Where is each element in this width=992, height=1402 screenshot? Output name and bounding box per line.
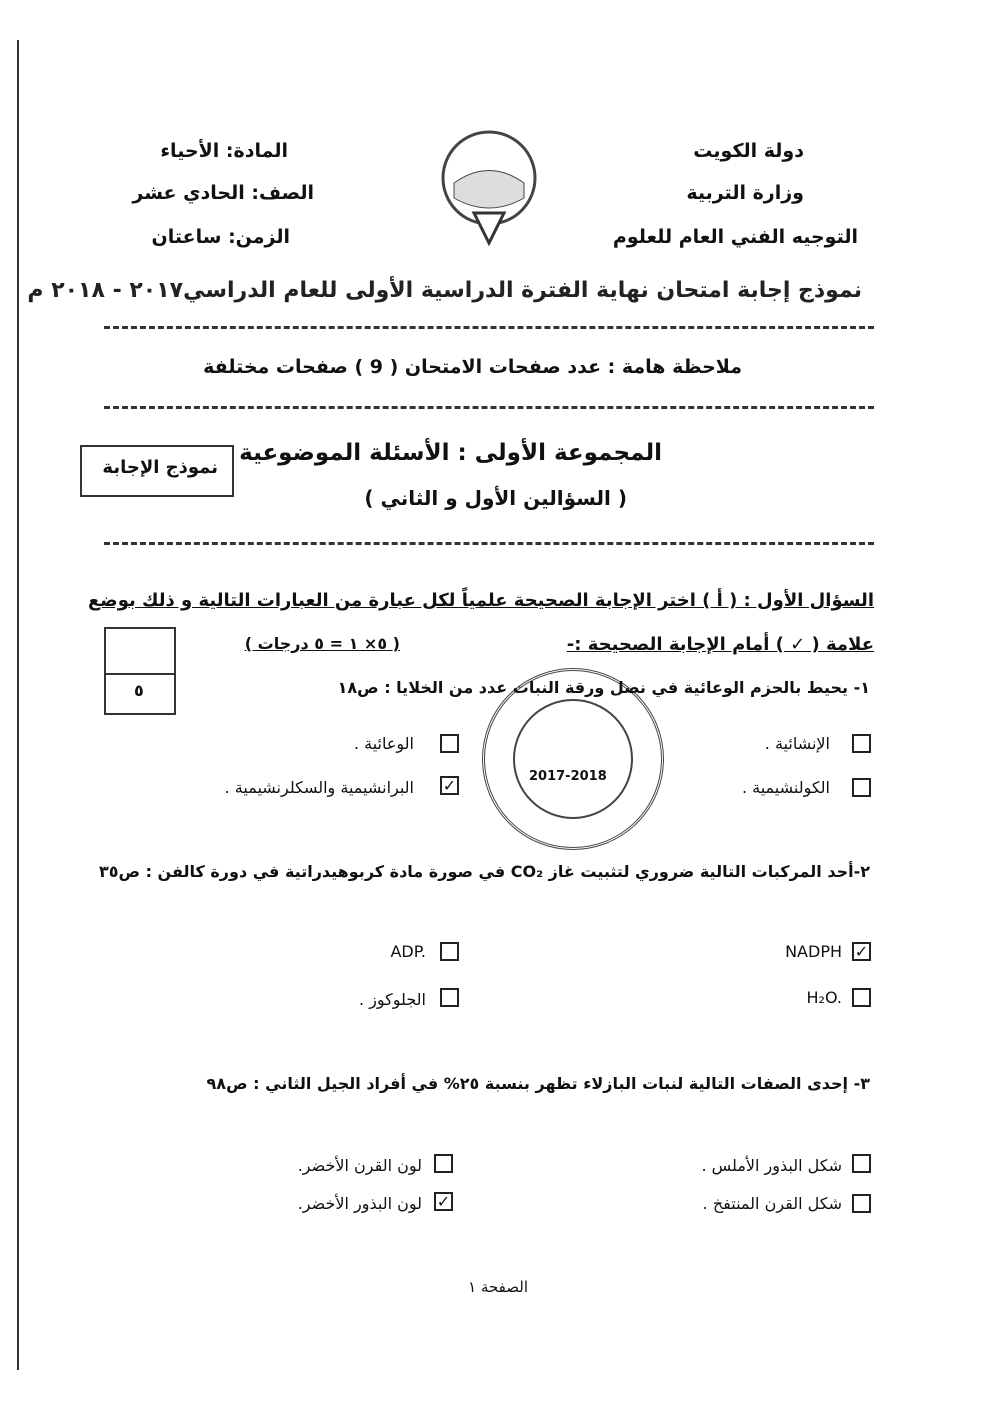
page-number: الصفحة ١ bbox=[468, 1278, 528, 1296]
option-checkbox[interactable] bbox=[440, 988, 459, 1007]
question-1: ١- يحيط بالحزم الوعائية في نصل ورقة النبات عدد من الخلايا : ص١٨ bbox=[337, 678, 870, 697]
q1-marks: ( ٥× ١ = ٥ درجات ) bbox=[244, 634, 400, 653]
q1-instruction: السؤال الأول : ( أ ) اختر الإجابة الصحيحة علمياً لكل عبارة من العبارات التالية و ذلك بوضع bbox=[88, 590, 874, 611]
option-checkbox[interactable] bbox=[852, 1154, 871, 1173]
option-label: شكل البذور الأملس . bbox=[701, 1156, 842, 1175]
question-3: ٣- إحدى الصفات التالية لنبات البازلاء تظهر بنسبة ٢٥% في أفراد الجيل الثاني : ص٩٨ bbox=[206, 1074, 870, 1093]
option-label: شكل القرن المنتفخ . bbox=[702, 1194, 842, 1213]
score-box bbox=[104, 627, 176, 715]
answer-key-label: نموذج الإجابة bbox=[102, 457, 218, 478]
option-checkbox[interactable] bbox=[440, 734, 459, 753]
option-label: الوعائية . bbox=[353, 734, 414, 753]
option-label: H₂O. bbox=[806, 988, 842, 1007]
kuwait-emblem-logo bbox=[434, 128, 544, 246]
divider bbox=[104, 542, 874, 545]
answer-key-box bbox=[80, 445, 234, 497]
country: دولة الكويت bbox=[693, 140, 804, 162]
group-title: المجموعة الأولى : الأسئلة الموضوعية bbox=[239, 440, 662, 466]
option-label: الجلوكوز . bbox=[359, 990, 426, 1009]
exam-title: نموذج إجابة امتحان نهاية الفترة الدراسية الأولى للعام الدراسي٢٠١٧ - ٢٠١٨ م bbox=[27, 278, 862, 303]
important-note: ملاحظة هامة : عدد صفحات الامتحان ( 9 ) صفحات مختلفة bbox=[203, 356, 742, 378]
option-checkbox-checked[interactable]: ✓ bbox=[852, 942, 871, 961]
option-checkbox[interactable] bbox=[852, 734, 871, 753]
option-checkbox-checked[interactable]: ✓ bbox=[440, 776, 459, 795]
department: التوجيه الفني العام للعلوم bbox=[612, 226, 858, 248]
group-subtitle: ( السؤالين الأول و الثاني ) bbox=[364, 486, 627, 510]
time: الزمن: ساعتان bbox=[151, 226, 290, 248]
divider bbox=[104, 326, 874, 329]
option-label: البرانشيمية والسكلرنشيمية . bbox=[224, 778, 414, 797]
option-label: الإنشائية . bbox=[764, 734, 830, 753]
option-label: ADP. bbox=[390, 942, 426, 961]
option-checkbox[interactable] bbox=[434, 1154, 453, 1173]
option-checkbox[interactable] bbox=[440, 942, 459, 961]
option-checkbox[interactable] bbox=[852, 988, 871, 1007]
grade: الصف: الحادي عشر bbox=[132, 182, 314, 204]
option-label: لون البذور الأخضر. bbox=[297, 1194, 422, 1213]
option-checkbox-checked[interactable]: ✓ bbox=[434, 1192, 453, 1211]
score-value: ٥ bbox=[134, 681, 144, 700]
margin-line bbox=[17, 40, 19, 1370]
option-checkbox[interactable] bbox=[852, 1194, 871, 1213]
option-label: الكولنشيمية . bbox=[741, 778, 830, 797]
q1-instruction-2: علامة ( ✓ ) أمام الإجابة الصحيحة :- bbox=[566, 634, 874, 655]
question-2: ٢-أحد المركبات التالية ضروري لتثبيت غاز CO₂ في صورة مادة كربوهيدراتية في دورة كالفن : ص٣٥ bbox=[98, 862, 870, 881]
divider bbox=[104, 406, 874, 409]
option-label: لون القرن الأخضر. bbox=[297, 1156, 422, 1175]
option-label: NADPH bbox=[785, 942, 842, 961]
option-checkbox[interactable] bbox=[852, 778, 871, 797]
stamp-years: 2017-2018 bbox=[529, 769, 607, 784]
ministry: وزارة التربية bbox=[686, 182, 804, 204]
subject: المادة: الأحياء bbox=[160, 140, 288, 162]
